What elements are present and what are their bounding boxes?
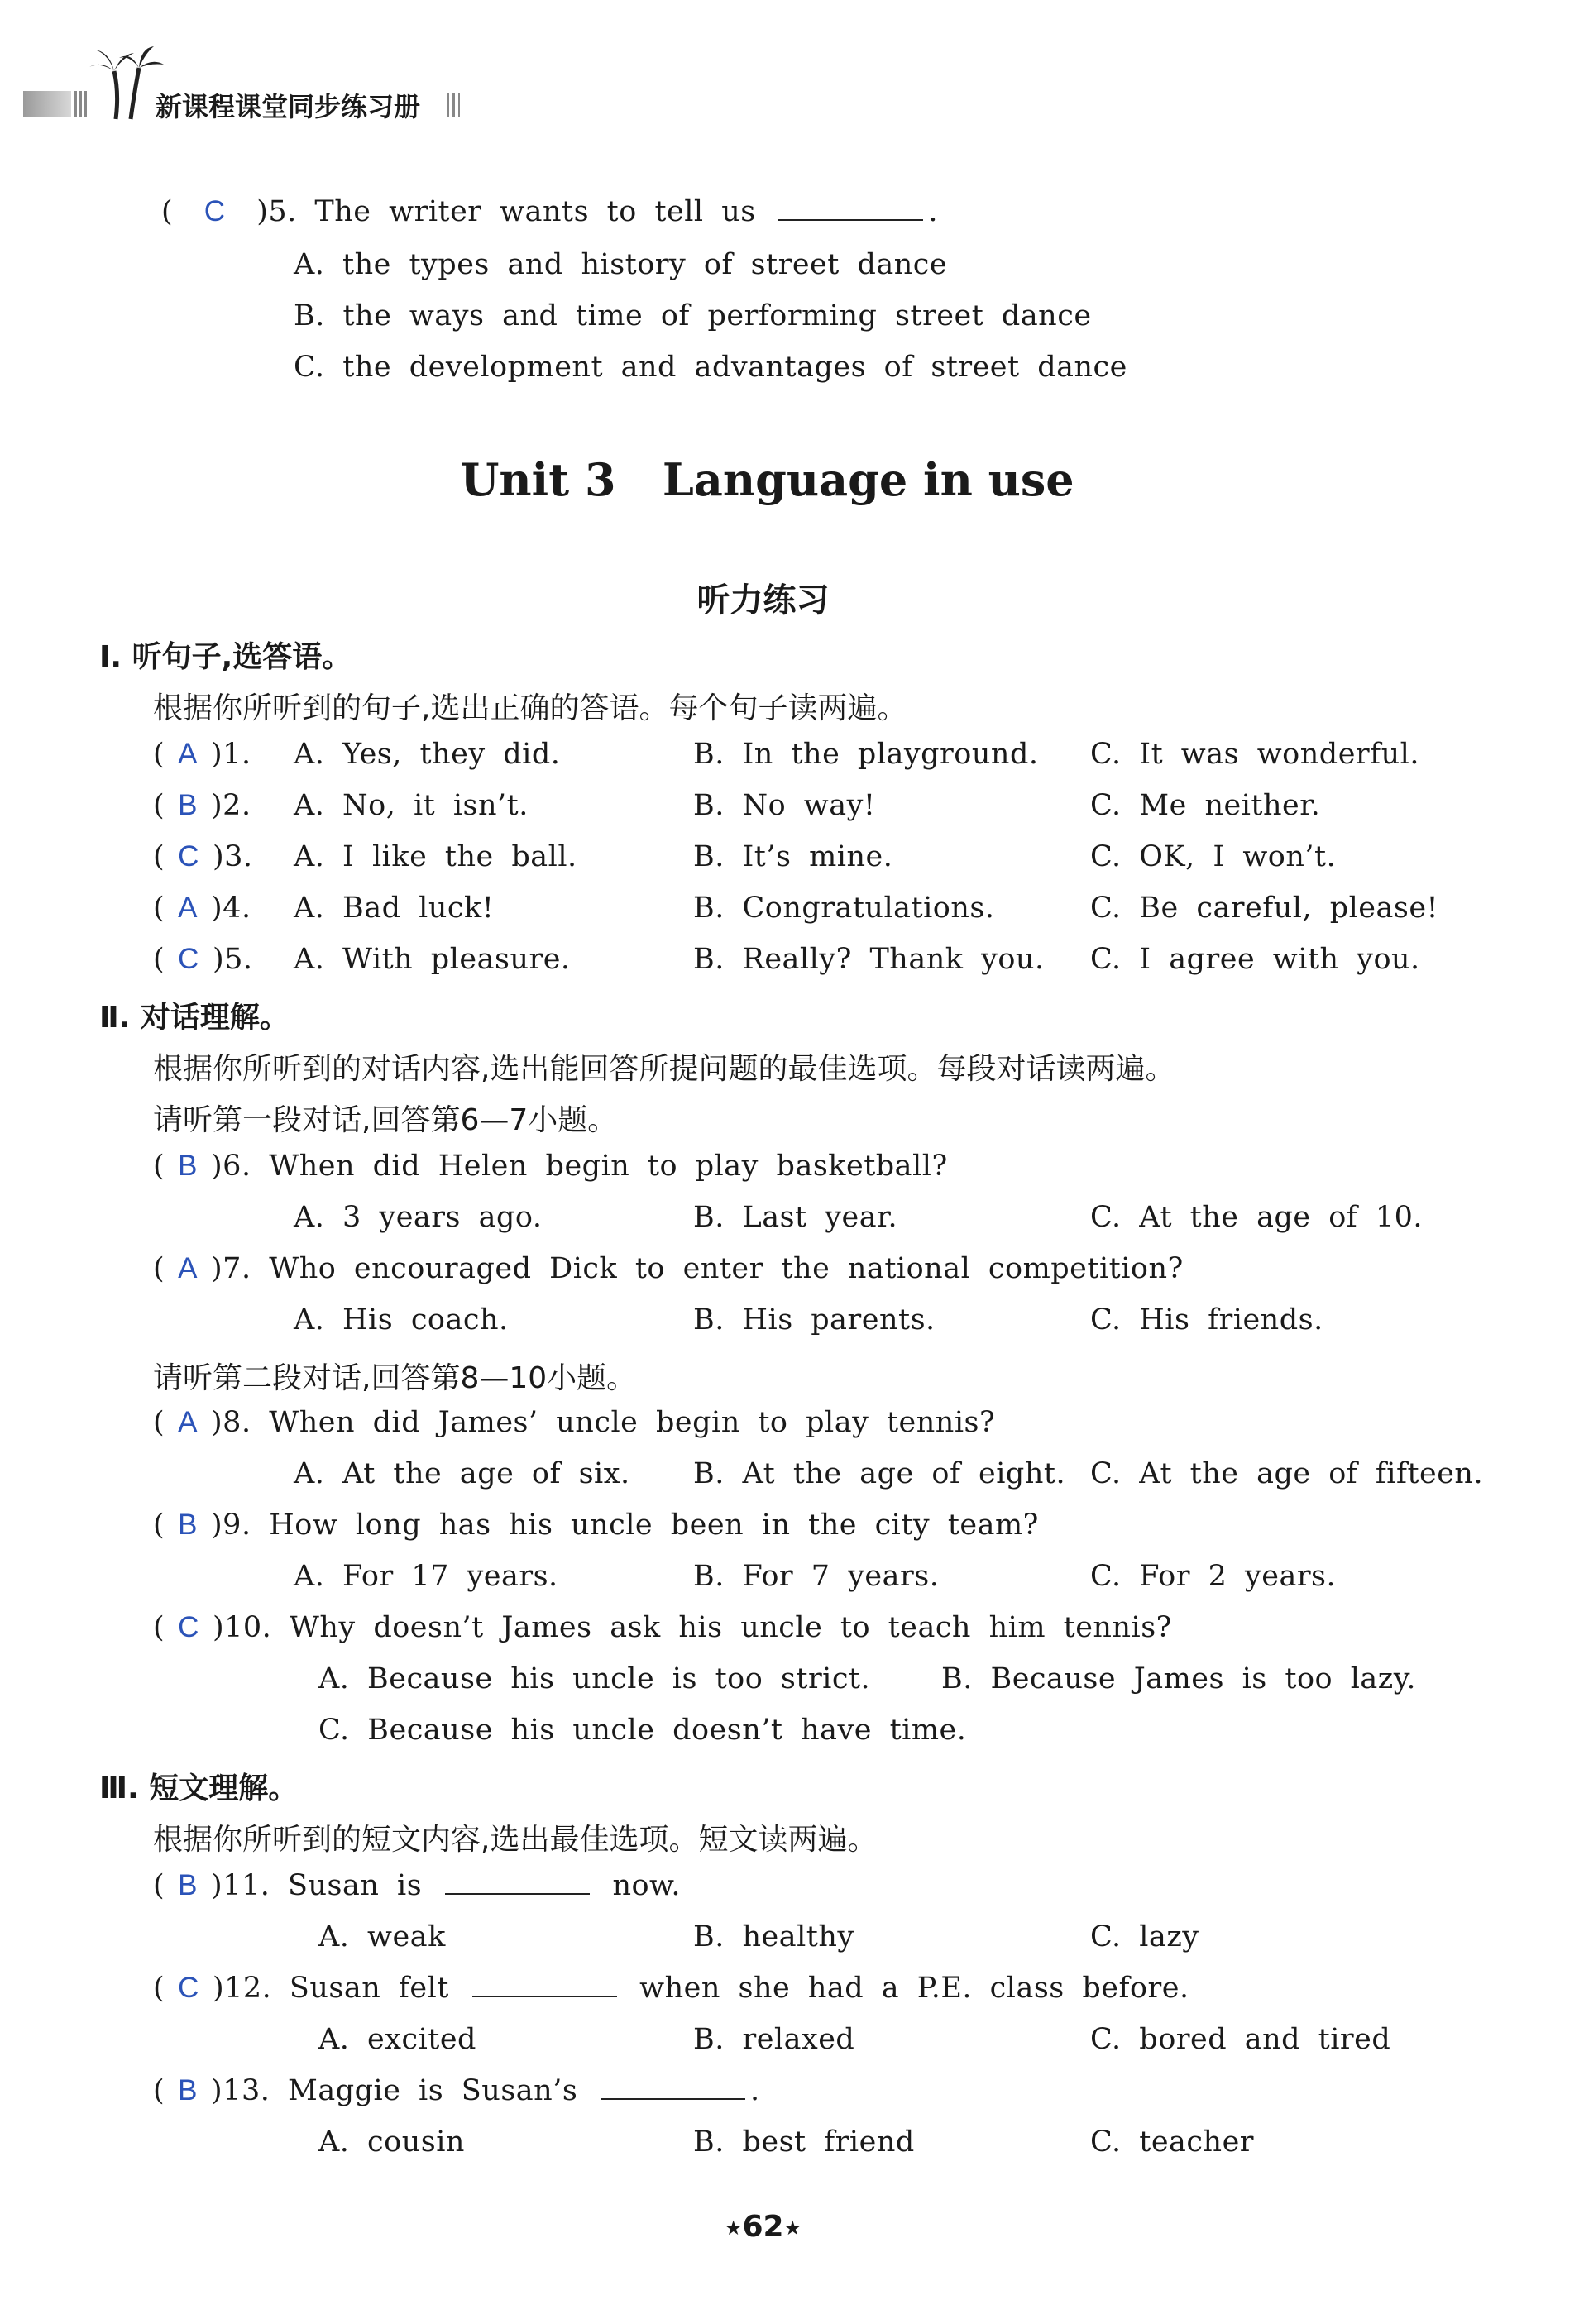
- page-number-text: 62: [742, 2210, 784, 2244]
- question-text: Who encouraged Dick to enter the national competition?: [269, 1252, 1184, 1285]
- answer-blank: [445, 1870, 590, 1895]
- part1-instruction: 根据你所听到的句子,选出正确的答语。每个句子读两遍。: [153, 691, 907, 725]
- option-b: B. Last year.: [693, 1201, 898, 1234]
- option-b: B. His parents.: [693, 1303, 936, 1337]
- part3-instruction: 根据你所听到的短文内容,选出最佳选项。短文读两遍。: [153, 1823, 878, 1857]
- part1-label: Ⅰ. 听句子,选答语。: [99, 640, 352, 674]
- option-c: C. I agree with you.: [1090, 943, 1420, 976]
- option-c: C. It was wonderful.: [1090, 738, 1419, 771]
- list-item: ( B )13. Maggie is Susan’s .: [153, 2074, 760, 2107]
- question-number: 2.: [223, 789, 251, 822]
- option-b: B. No way!: [693, 789, 876, 822]
- list-item: ( C )3. A. I like the ball. B. It’s mine. C. OK, I won’t.: [153, 840, 1337, 873]
- question-text: The writer wants to tell us: [314, 195, 756, 228]
- option-b: B. In the playground.: [693, 738, 1039, 771]
- prev-question: ( C )5. The writer wants to tell us .: [161, 195, 939, 228]
- list-item: ( A )8. When did James’ uncle begin to play tennis?: [153, 1406, 996, 1439]
- option-c: C. For 2 years.: [1090, 1560, 1337, 1593]
- option-c: C. OK, I won’t.: [1090, 840, 1337, 873]
- answer-mark: B: [178, 789, 199, 821]
- part3-label: Ⅲ. 短文理解。: [99, 1772, 299, 1805]
- question-number: 4.: [223, 892, 251, 925]
- option-b: B. It’s mine.: [693, 840, 893, 873]
- question-text: When did James’ uncle begin to play tennis?: [269, 1406, 996, 1439]
- question-text-end: now.: [612, 1869, 681, 1902]
- question-number: 8.: [223, 1406, 251, 1439]
- star-icon: ★: [724, 2216, 743, 2240]
- answer-blank: [778, 196, 923, 221]
- list-item: ( B )6. When did Helen begin to play basketball?: [153, 1150, 948, 1183]
- answer-mark: A: [178, 892, 199, 924]
- option-b: B. the ways and time of performing street dance: [294, 299, 1092, 332]
- answer-mark: A: [178, 738, 199, 770]
- list-item: ( A )1. A. Yes, they did. B. In the playground. C. It was wonderful.: [153, 738, 1419, 771]
- answer-blank: [472, 1973, 617, 1997]
- answer-mark: B: [178, 1869, 199, 1901]
- option-a: A. excited: [318, 2023, 476, 2056]
- option-a: A. cousin: [318, 2126, 465, 2159]
- question-number: 5.: [224, 943, 253, 976]
- list-item: ( B )9. How long has his uncle been in the city team?: [153, 1509, 1039, 1542]
- question-text: Susan is: [287, 1869, 423, 1902]
- question-number: 13.: [223, 2074, 270, 2107]
- list-item: ( C )5. A. With pleasure. B. Really? Thank you. C. I agree with you.: [153, 943, 1420, 976]
- option-a: A. the types and history of street dance: [294, 248, 948, 281]
- option-c: C. At the age of fifteen.: [1090, 1457, 1484, 1490]
- option-a: A. Bad luck!: [294, 892, 495, 925]
- question-text: When did Helen begin to play basketball?: [269, 1150, 948, 1183]
- question-number: 7.: [223, 1252, 251, 1285]
- option-a: A. Yes, they did.: [294, 738, 561, 771]
- answer-mark: C: [178, 1611, 199, 1643]
- header-end-stripes: [447, 93, 460, 117]
- option-b: B. best friend: [693, 2126, 915, 2159]
- list-item: ( B )11. Susan is now.: [153, 1869, 681, 1902]
- option-a: A. 3 years ago.: [294, 1201, 543, 1234]
- question-text: How long has his uncle been in the city team?: [269, 1509, 1039, 1542]
- option-c: C. His friends.: [1090, 1303, 1323, 1337]
- option-c: C. teacher: [1090, 2126, 1255, 2159]
- part2-label: Ⅱ. 对话理解。: [99, 1001, 290, 1035]
- dialog1-intro: 请听第一段对话,回答第6—7小题。: [153, 1103, 618, 1137]
- dialog2-intro: 请听第二段对话,回答第8—10小题。: [153, 1361, 637, 1395]
- option-c: C. At the age of 10.: [1090, 1201, 1424, 1234]
- question-number: 6.: [223, 1150, 251, 1183]
- question-text: Susan felt: [289, 1972, 449, 2005]
- question-number: 10.: [224, 1611, 272, 1644]
- question-number: 12.: [224, 1972, 272, 2005]
- unit-title: Unit 3 Language in use: [460, 453, 1074, 506]
- option-a: A. For 17 years.: [294, 1560, 558, 1593]
- option-b: B. Congratulations.: [693, 892, 995, 925]
- option-c: C. Me neither.: [1090, 789, 1321, 822]
- part2-instruction: 根据你所听到的对话内容,选出能回答所提问题的最佳选项。每段对话读两遍。: [153, 1052, 1175, 1086]
- answer-mark: B: [178, 1509, 199, 1541]
- question-number: 5.: [268, 195, 297, 228]
- answer-blank: [601, 2075, 745, 2100]
- answer-mark: B: [178, 2074, 199, 2106]
- option-c: C. Be careful, please!: [1090, 892, 1439, 925]
- header-bar: [23, 91, 71, 117]
- answer-mark: C: [178, 1972, 199, 2004]
- option-c: C. the development and advantages of street dance: [294, 351, 1127, 384]
- question-number: 3.: [224, 840, 253, 873]
- palm-tree-icon: [83, 43, 165, 122]
- list-item: ( B )2. A. No, it isn’t. B. No way! C. Me neither.: [153, 789, 1321, 822]
- option-a: A. With pleasure.: [294, 943, 571, 976]
- question-text-end: .: [749, 2074, 760, 2107]
- answer-mark: A: [178, 1252, 199, 1284]
- list-item: ( C )12. Susan felt when she had a P.E. class before.: [153, 1972, 1189, 2005]
- question-text-end: .: [928, 195, 939, 228]
- option-b: B. Really? Thank you.: [693, 943, 1045, 976]
- option-b: B. At the age of eight.: [693, 1457, 1066, 1490]
- question-text: Maggie is Susan’s: [287, 2074, 578, 2107]
- option-b: B. relaxed: [693, 2023, 855, 2056]
- answer-mark: B: [178, 1150, 199, 1182]
- option-a: A. His coach.: [294, 1303, 509, 1337]
- question-text: Why doesn’t James ask his uncle to teach him tennis?: [289, 1611, 1172, 1644]
- list-item: ( C )10. Why doesn’t James ask his uncle to teach him tennis?: [153, 1611, 1172, 1644]
- section-title: 听力练习: [696, 581, 830, 619]
- option-a: A. Because his uncle is too strict.: [318, 1662, 871, 1695]
- option-a: A. At the age of six.: [294, 1457, 630, 1490]
- option-c: C. bored and tired: [1090, 2023, 1391, 2056]
- question-number: 1.: [223, 738, 251, 771]
- option-a: A. weak: [318, 1920, 446, 1953]
- answer-mark: C: [203, 195, 226, 227]
- option-c: C. lazy: [1090, 1920, 1199, 1953]
- star-icon: ★: [783, 2216, 802, 2240]
- option-b: B. healthy: [693, 1920, 854, 1953]
- question-text-end: when she had a P.E. class before.: [639, 1972, 1189, 2005]
- list-item: ( A )7. Who encouraged Dick to enter the national competition?: [153, 1252, 1184, 1285]
- option-a: A. No, it isn’t.: [294, 789, 529, 822]
- question-number: 11.: [223, 1869, 270, 1902]
- option-b: B. Because James is too lazy.: [941, 1662, 1416, 1695]
- option-a: A. I like the ball.: [294, 840, 577, 873]
- option-c: C. Because his uncle doesn’t have time.: [318, 1714, 967, 1747]
- book-title: 新课程课堂同步练习册: [156, 91, 421, 122]
- answer-mark: C: [178, 840, 199, 873]
- answer-mark: C: [178, 943, 199, 975]
- answer-mark: A: [178, 1406, 199, 1438]
- question-number: 9.: [223, 1509, 251, 1542]
- page-number: [0, 2210, 1526, 2244]
- option-b: B. For 7 years.: [693, 1560, 940, 1593]
- list-item: ( A )4. A. Bad luck! B. Congratulations. C. Be careful, please!: [153, 892, 1439, 925]
